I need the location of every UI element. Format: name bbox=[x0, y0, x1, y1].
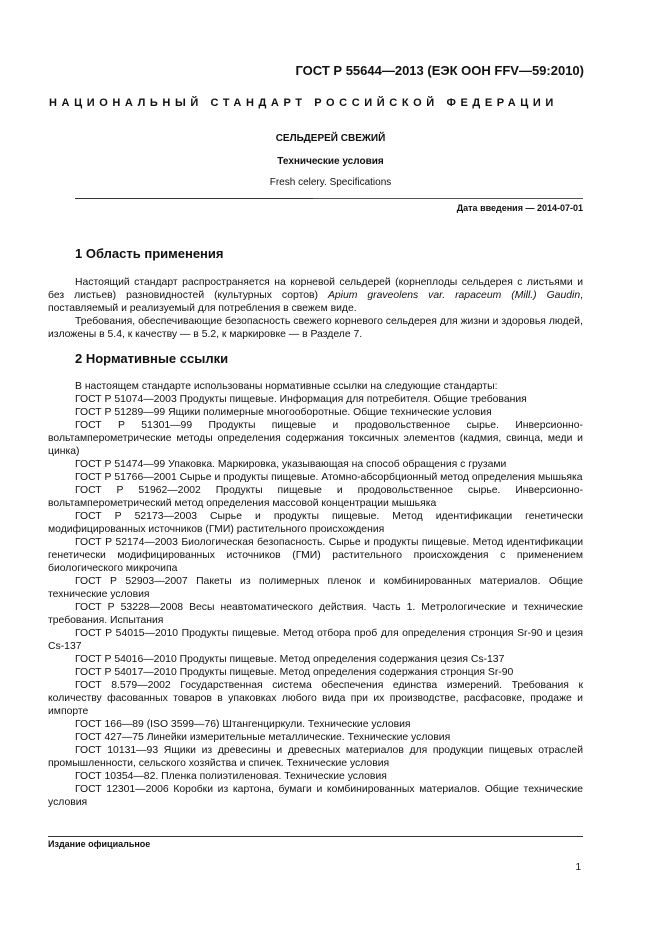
document-code: ГОСТ Р 55644—2013 (ЕЭК ООН FFV—59:2010) bbox=[295, 63, 584, 78]
scope-paragraph: Настоящий стандарт распространяется на корневой сельдерей (корнеплоды сельдерея с листьями и без листьев) разновидностей (культурных сортов) Apium graveolens var. rapaceum (Mill.) Gaudin, поставляемый и реализуемый для потребления в свежем виде. bbox=[48, 277, 583, 314]
reference-item: ГОСТ 12301—2006 Коробки из картона, бумаги и комбинированных материалов. Общие технические условия bbox=[48, 784, 583, 808]
document-subtitle: Технические условия bbox=[277, 156, 384, 167]
safety-paragraph: Требования, обеспечивающие безопасность свежего корневого сельдерея для жизни и здоровья людей, изложены в 5.4, к качеству — в 5.2, к маркировке — в Разделе 7. bbox=[48, 316, 583, 340]
official-edition-label: Издание официальное bbox=[48, 839, 151, 849]
reference-item: ГОСТ 10354—82. Пленка полиэтиленовая. Технические условия bbox=[75, 771, 387, 782]
reference-item: ГОСТ Р 51766—2001 Сырье и продукты пищевые. Атомно-абсорбционный метод определения мышьяка bbox=[75, 472, 583, 483]
introduction-date: Дата введения — 2014-07-01 bbox=[456, 203, 583, 213]
reference-item: ГОСТ 10131—93 Ящики из древесины и древесных материалов для продукции пищевых отраслей промышленности, сельского хозяйства и спичек. Технические условия bbox=[48, 745, 583, 769]
reference-item: ГОСТ Р 51074—2003 Продукты пищевые. Информация для потребителя. Общие требования bbox=[75, 394, 527, 405]
header-divider-right bbox=[313, 198, 583, 199]
reference-item: ГОСТ Р 51474—99 Упаковка. Маркировка, указывающая на способ обращения с грузами bbox=[75, 459, 507, 470]
reference-item: ГОСТ Р 54017—2010 Продукты пищевые. Метод определения содержания стронция Sr-90 bbox=[75, 667, 514, 678]
reference-item: ГОСТ Р 52174—2003 Биологическая безопасность. Сырье и продукты пищевые. Метод идентификации генетически модифицированных источников (ГМИ) растительного происхождения с применением биологического микрочипа bbox=[48, 537, 583, 574]
section-2-heading: 2 Нормативные ссылки bbox=[75, 351, 229, 366]
reference-item: ГОСТ Р 51289—99 Ящики полимерные многооборотные. Общие технические условия bbox=[75, 407, 492, 418]
reference-item: ГОСТ Р 51301—99 Продукты пищевые и продовольственное сырье. Инверсионно-вольтамперометрические методы определения содержания токсичных элементов (кадмия, свинца, меди и цинка) bbox=[48, 420, 583, 457]
page-number: 1 bbox=[575, 862, 581, 873]
reference-item: ГОСТ Р 52903—2007 Пакеты из полимерных пленок и комбинированных материалов. Общие технические условия bbox=[48, 576, 583, 600]
botanical-name: Apium graveolens var. rapaceum (Mill.) Gaudin bbox=[327, 290, 581, 301]
document-title: СЕЛЬДЕРЕЙ СВЕЖИЙ bbox=[275, 133, 386, 144]
section-1-heading: 1 Область применения bbox=[75, 246, 224, 261]
reference-item: ГОСТ Р 52173—2003 Сырье и продукты пищевые. Метод идентификации генетически модифицированных источников (ГМИ) растительного происхождения bbox=[48, 511, 583, 535]
reference-item: ГОСТ Р 53228—2008 Весы неавтоматического действия. Часть 1. Метрологические и технические требования. Испытания bbox=[48, 602, 583, 626]
reference-item: ГОСТ 166—89 (ISO 3599—76) Штангенциркули. Технические условия bbox=[75, 719, 411, 730]
national-standard-banner: НАЦИОНАЛЬНЫЙ СТАНДАРТ РОССИЙСКОЙ ФЕДЕРАЦИИ bbox=[49, 97, 558, 109]
reference-item: ГОСТ Р 51962—2002 Продукты пищевые и продовольственное сырье. Инверсионно-вольтамперометрический метод определения массовой концентрации мышьяка bbox=[48, 485, 583, 509]
footer-divider bbox=[48, 836, 583, 837]
section-1-body bbox=[48, 276, 583, 341]
reference-item: ГОСТ Р 54015—2010 Продукты пищевые. Метод отбора проб для определения стронция Sr-90 и цезия Cs-137 bbox=[48, 628, 583, 652]
reference-item: ГОСТ 427—75 Линейки измерительные металлические. Технические условия bbox=[75, 732, 451, 743]
reference-item: ГОСТ 8.579—2002 Государственная система обеспечения единства измерений. Требования к количеству фасованных товаров в упаковках любого вида при их производстве, расфасовке, продаже и импорте bbox=[48, 680, 583, 717]
reference-item: ГОСТ Р 54016—2010 Продукты пищевые. Метод определения содержания цезия Cs-137 bbox=[75, 654, 505, 665]
references-intro: В настоящем стандарте использованы нормативные ссылки на следующие стандарты: bbox=[75, 381, 498, 392]
section-2-body bbox=[48, 380, 583, 809]
header-divider-left bbox=[75, 198, 313, 199]
english-title: Fresh celery. Specifications bbox=[269, 177, 392, 188]
